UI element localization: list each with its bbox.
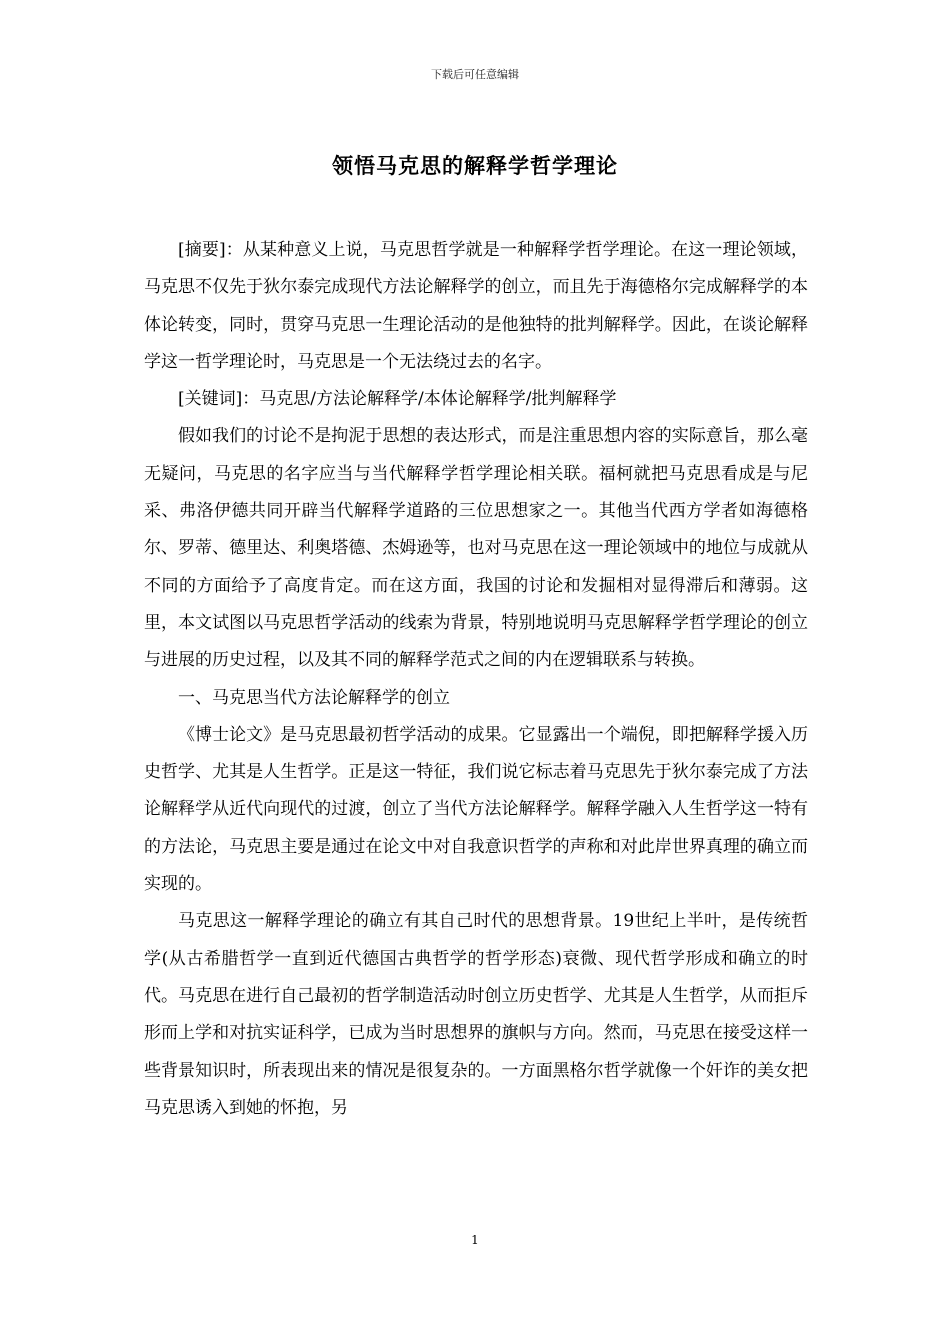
body-paragraph: 《博士论文》是马克思最初哲学活动的成果。它显露出一个端倪，即把解释学援入历史哲学、尤其是人生哲学。正是这一特征，我们说它标志着马克思先于狄尔泰完成了方法论解释学从近代向现代的过渡，创立了当代方法论解释学。解释学融入人生哲学这一特有的方法论，马克思主要是通过在论文中对自我意识哲学的声称和对此岸世界真理的确立而实现的。 (144, 724, 808, 895)
page-number: 1 (471, 1233, 479, 1247)
page-header-note: 下载后可任意编辑 (431, 68, 519, 81)
document-body (144, 232, 808, 1127)
section-heading: 一、马克思当代方法论解释学的创立 (178, 687, 450, 708)
document-title: 领悟马克思的解释学哲学理论 (332, 153, 618, 178)
keywords-paragraph: [关键词]：马克思/方法论解释学/本体论解释学/批判解释学 (178, 389, 617, 410)
body-paragraph: 假如我们的讨论不是拘泥于思想的表达形式，而是注重思想内容的实际意旨，那么毫无疑问，马克思的名字应当与当代解释学哲学理论相关联。福柯就把马克思看成是与尼采、弗洛伊德共同开辟当代解释学道路的三位思想家之一。其他当代西方学者如海德格尔、罗蒂、德里达、利奥塔德、杰姆逊等，也对马克思在这一理论领域中的地位与成就从不同的方面给予了高度肯定。而在这方面，我国的讨论和发掘相对显得滞后和薄弱。这里，本文试图以马克思哲学活动的线索为背景，特别地说明马克思解释学哲学理论的创立与进展的历史过程，以及其不同的解释学范式之间的内在逻辑联系与转换。 (144, 426, 808, 671)
body-paragraph: 马克思这一解释学理论的确立有其自己时代的思想背景。19世纪上半叶，是传统哲学(从古希腊哲学一直到近代德国古典哲学的哲学形态)衰微、现代哲学形成和确立的时代。马克思在进行自己最初的哲学制造活动时创立历史哲学、尤其是人生哲学，从而拒斥形而上学和对抗实证科学，已成为当时思想界的旗帜与方向。然而，马克思在接受这样一些背景知识时，所表现出来的情况是很复杂的。一方面黑格尔哲学就像一个奸诈的美女把马克思诱入到她的怀抱，另 (144, 911, 808, 1118)
abstract-paragraph: [摘要]：从某种意义上说，马克思哲学就是一种解释学哲学理论。在这一理论领域，马克思不仅先于狄尔泰完成现代方法论解释学的创立，而且先于海德格尔完成解释学的本体论转变，同时，贯穿马克思一生理论活动的是他独特的批判解释学。因此，在谈论解释学这一哲学理论时，马克思是一个无法绕过去的名字。 (144, 240, 808, 372)
